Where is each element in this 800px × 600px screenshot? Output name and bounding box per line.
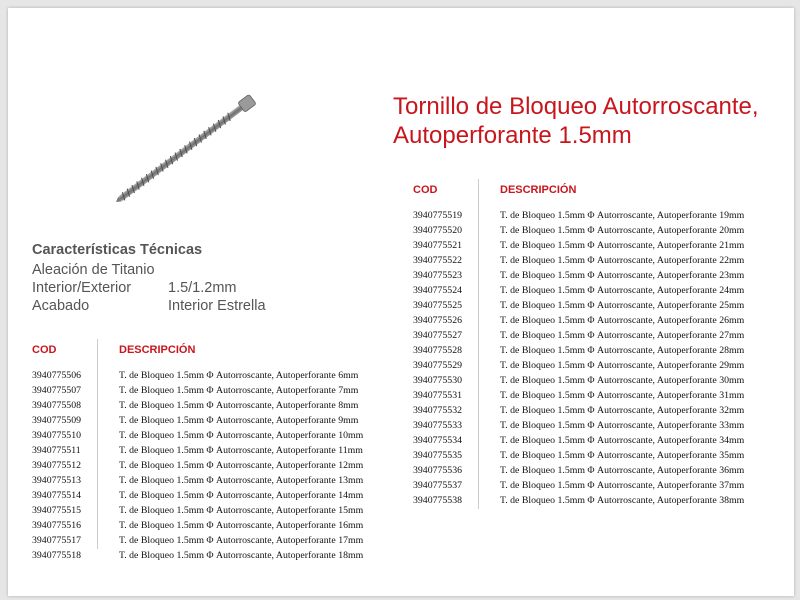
row-cod: 3940775525 (413, 300, 462, 311)
spec-label: Acabado (32, 298, 90, 314)
spec-value: 1.5/1.2mm (168, 280, 237, 296)
row-cod: 3940775527 (413, 330, 462, 341)
table-header (32, 344, 363, 368)
table-row (32, 428, 363, 443)
product-table-right (413, 184, 744, 508)
row-cod: 3940775507 (32, 385, 81, 396)
row-cod: 3940775522 (413, 255, 462, 266)
table-row (32, 548, 363, 563)
row-desc: T. de Bloqueo 1.5mm Φ Autorroscante, Autoperforante 28mm (500, 345, 745, 356)
row-cod: 3940775516 (32, 520, 81, 531)
row-cod: 3940775535 (413, 450, 462, 461)
table-row (413, 358, 744, 373)
row-cod: 3940775519 (413, 210, 462, 221)
row-desc: T. de Bloqueo 1.5mm Φ Autorroscante, Autoperforante 19mm (500, 210, 745, 221)
row-cod: 3940775511 (32, 445, 81, 456)
table-row (32, 503, 363, 518)
spec-row-diameter (32, 279, 332, 297)
row-desc: T. de Bloqueo 1.5mm Φ Autorroscante, Autoperforante 34mm (500, 435, 745, 446)
table-row (32, 488, 363, 503)
spec-material-value: Aleación de Titanio (32, 262, 155, 278)
row-desc: T. de Bloqueo 1.5mm Φ Autorroscante, Autoperforante 18mm (119, 550, 364, 561)
row-desc: T. de Bloqueo 1.5mm Φ Autorroscante, Autoperforante 13mm (119, 475, 364, 486)
row-cod: 3940775506 (32, 370, 81, 381)
title-line-1: Tornillo de Bloqueo Autorroscante, (393, 93, 759, 120)
row-desc: T. de Bloqueo 1.5mm Φ Autorroscante, Autoperforante 25mm (500, 300, 745, 311)
table-row (413, 268, 744, 283)
table-row (32, 413, 363, 428)
table-row (32, 368, 363, 383)
row-desc: T. de Bloqueo 1.5mm Φ Autorroscante, Autoperforante 7mm (119, 385, 359, 396)
row-desc: T. de Bloqueo 1.5mm Φ Autorroscante, Autoperforante 29mm (500, 360, 745, 371)
row-cod: 3940775524 (413, 285, 462, 296)
row-desc: T. de Bloqueo 1.5mm Φ Autorroscante, Autoperforante 23mm (500, 270, 745, 281)
row-cod: 3940775530 (413, 375, 462, 386)
row-desc: T. de Bloqueo 1.5mm Φ Autorroscante, Autoperforante 36mm (500, 465, 745, 476)
row-desc: T. de Bloqueo 1.5mm Φ Autorroscante, Autoperforante 24mm (500, 285, 745, 296)
table-row (413, 343, 744, 358)
row-desc: T. de Bloqueo 1.5mm Φ Autorroscante, Autoperforante 10mm (119, 430, 364, 441)
table-row (32, 518, 363, 533)
row-cod: 3940775532 (413, 405, 462, 416)
row-cod: 3940775520 (413, 225, 462, 236)
row-cod: 3940775517 (32, 535, 81, 546)
table-row (413, 418, 744, 433)
row-desc: T. de Bloqueo 1.5mm Φ Autorroscante, Autoperforante 22mm (500, 255, 745, 266)
table-row (413, 403, 744, 418)
row-desc: T. de Bloqueo 1.5mm Φ Autorroscante, Autoperforante 17mm (119, 535, 364, 546)
row-cod: 3940775513 (32, 475, 81, 486)
row-cod: 3940775515 (32, 505, 81, 516)
table-row (413, 298, 744, 313)
row-desc: T. de Bloqueo 1.5mm Φ Autorroscante, Autoperforante 30mm (500, 375, 745, 386)
row-cod: 3940775521 (413, 240, 462, 251)
technical-specs (32, 242, 332, 315)
row-desc: T. de Bloqueo 1.5mm Φ Autorroscante, Autoperforante 8mm (119, 400, 359, 411)
title-line-2: Autoperforante 1.5mm (393, 122, 632, 149)
row-cod: 3940775523 (413, 270, 462, 281)
row-desc: T. de Bloqueo 1.5mm Φ Autorroscante, Autoperforante 9mm (119, 415, 359, 426)
table-row (413, 493, 744, 508)
row-cod: 3940775533 (413, 420, 462, 431)
spec-material (32, 261, 332, 279)
header-cod: COD (413, 184, 438, 196)
table-row (413, 373, 744, 388)
row-desc: T. de Bloqueo 1.5mm Φ Autorroscante, Autoperforante 37mm (500, 480, 745, 491)
table-row (413, 253, 744, 268)
table-row (413, 208, 744, 223)
row-desc: T. de Bloqueo 1.5mm Φ Autorroscante, Autoperforante 21mm (500, 240, 745, 251)
screw-image (108, 88, 258, 208)
table-row (413, 478, 744, 493)
row-cod: 3940775534 (413, 435, 462, 446)
table-row (32, 398, 363, 413)
row-cod: 3940775531 (413, 390, 462, 401)
row-cod: 3940775528 (413, 345, 462, 356)
table-row (413, 223, 744, 238)
row-cod: 3940775508 (32, 400, 81, 411)
specs-heading: Características Técnicas (32, 242, 203, 258)
row-cod: 3940775510 (32, 430, 81, 441)
table-row (413, 283, 744, 298)
row-cod: 3940775509 (32, 415, 81, 426)
table-row (32, 443, 363, 458)
row-cod: 3940775512 (32, 460, 81, 471)
row-desc: T. de Bloqueo 1.5mm Φ Autorroscante, Autoperforante 38mm (500, 495, 745, 506)
row-cod: 3940775514 (32, 490, 81, 501)
row-desc: T. de Bloqueo 1.5mm Φ Autorroscante, Autoperforante 35mm (500, 450, 745, 461)
row-desc: T. de Bloqueo 1.5mm Φ Autorroscante, Autoperforante 31mm (500, 390, 745, 401)
row-cod: 3940775537 (413, 480, 462, 491)
spec-label: Interior/Exterior (32, 280, 132, 296)
row-desc: T. de Bloqueo 1.5mm Φ Autorroscante, Autoperforante 16mm (119, 520, 364, 531)
spec-row-finish (32, 297, 332, 315)
table-row (413, 388, 744, 403)
table-row (413, 313, 744, 328)
row-desc: T. de Bloqueo 1.5mm Φ Autorroscante, Autoperforante 15mm (119, 505, 364, 516)
row-cod: 3940775538 (413, 495, 462, 506)
row-desc: T. de Bloqueo 1.5mm Φ Autorroscante, Autoperforante 27mm (500, 330, 745, 341)
table-row (413, 433, 744, 448)
row-desc: T. de Bloqueo 1.5mm Φ Autorroscante, Autoperforante 12mm (119, 460, 364, 471)
row-desc: T. de Bloqueo 1.5mm Φ Autorroscante, Autoperforante 32mm (500, 405, 745, 416)
row-cod: 3940775529 (413, 360, 462, 371)
table-row (32, 533, 363, 548)
row-desc: T. de Bloqueo 1.5mm Φ Autorroscante, Autoperforante 33mm (500, 420, 745, 431)
page-title (393, 92, 793, 150)
row-desc: T. de Bloqueo 1.5mm Φ Autorroscante, Autoperforante 14mm (119, 490, 364, 501)
table-header (413, 184, 744, 208)
catalog-page (8, 8, 794, 596)
table-row (413, 238, 744, 253)
header-descripcion: DESCRIPCIÓN (119, 344, 196, 356)
row-desc: T. de Bloqueo 1.5mm Φ Autorroscante, Autoperforante 11mm (119, 445, 363, 456)
row-desc: T. de Bloqueo 1.5mm Φ Autorroscante, Autoperforante 20mm (500, 225, 745, 236)
row-desc: T. de Bloqueo 1.5mm Φ Autorroscante, Autoperforante 6mm (119, 370, 359, 381)
table-row (32, 473, 363, 488)
row-cod: 3940775526 (413, 315, 462, 326)
header-descripcion: DESCRIPCIÓN (500, 184, 577, 196)
table-row (413, 448, 744, 463)
row-cod: 3940775536 (413, 465, 462, 476)
row-desc: T. de Bloqueo 1.5mm Φ Autorroscante, Autoperforante 26mm (500, 315, 745, 326)
product-table-left (32, 344, 363, 563)
table-row (32, 458, 363, 473)
row-cod: 3940775518 (32, 550, 81, 561)
table-row (32, 383, 363, 398)
header-cod: COD (32, 344, 57, 356)
table-row (413, 328, 744, 343)
table-row (413, 463, 744, 478)
spec-value: Interior Estrella (168, 298, 266, 314)
